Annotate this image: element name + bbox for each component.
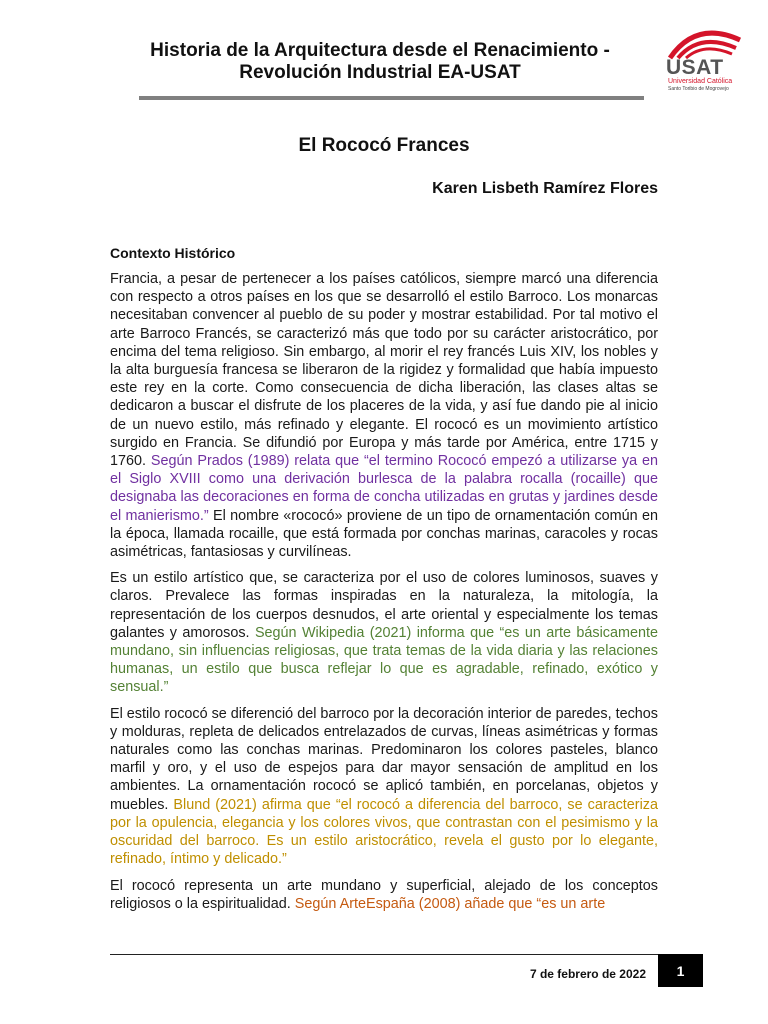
author-name: Karen Lisbeth Ramírez Flores bbox=[432, 180, 658, 197]
paragraph-3 bbox=[110, 705, 658, 869]
paragraph-2 bbox=[110, 569, 658, 696]
citation-prados: Según Prados (1989) relata que “el termino Rococó empezó a utilizarse ya en el Siglo XVIII como una derivación burlesca de la palabra rocalla (rocaille) que designaba las decoraciones en forma de concha utilizadas en grutas y jardines desde el manierismo.” bbox=[110, 453, 658, 524]
paragraph-3-text: El estilo rococó se diferenció del barroco por la decoración interior de paredes, techos y molduras, repleta de delicados entrelazados de curvas, líneas asimétricas y formas naturales como las conchas marinas. Predominaron los colores pasteles, blanco marfil y oro, y el uso de espejos para dar mayor sensación de amplitud en los ambientes. La ornamentación rococó se aplicó también, en porcelanas, objetos y muebles. bbox=[110, 705, 658, 813]
university-logo bbox=[666, 26, 742, 94]
paragraph-4-text: El rococó representa un arte mundano y superficial, alejado de los conceptos religiosos o la espiritualidad. bbox=[110, 877, 658, 912]
header-title-line-1: Historia de la Arquitectura desde el Renacimiento - bbox=[150, 40, 610, 61]
citation-wikipedia: Según Wikipedia (2021) informa que “es un arte básicamente mundano, sin influencias religiosas, que trata temas de la vida diaria y las relaciones humanas, un estilo que busca reflejar lo que es agradable, refinado, exótico y sensual.” bbox=[110, 624, 659, 696]
footer-divider bbox=[110, 954, 658, 955]
header-title-line-2: Revolución Industrial EA-USAT bbox=[239, 62, 521, 83]
citation-arteespana: Según ArteEspaña (2008) añade que “es un arte bbox=[294, 895, 606, 912]
header-title bbox=[112, 40, 648, 84]
header-divider bbox=[139, 96, 644, 100]
page-number: 1 bbox=[658, 954, 703, 987]
logo-subtitle-2: Santo Toribio de Mogrovejo bbox=[668, 86, 729, 92]
citation-blund: Blund (2021) afirma que “el rococó a diferencia del barroco, se caracteriza por la opulencia, elegancia y los colores vivos, que contrastan con el pesimismo y la oscuridad del barroco. Es un estilo aristocrático, revela el gusto por lo elegante, refinado, íntimo y delicado.” bbox=[110, 796, 658, 868]
paragraph-1 bbox=[110, 270, 658, 561]
paragraph-4 bbox=[110, 877, 658, 913]
paragraph-2-text: Es un estilo artístico que, se caracteriza por el uso de colores luminosos, suaves y claros. Prevalece las formas inspiradas en la naturaleza, la mitología, la representación de los cuerpos desnudos, el arte oriental y especialmente los temas galantes y amorosos. bbox=[110, 570, 658, 641]
logo-subtitle: Universidad Católica bbox=[668, 78, 733, 85]
section-heading: Contexto Histórico bbox=[110, 245, 236, 261]
footer-date: 7 de febrero de 2022 bbox=[529, 967, 646, 981]
paragraph-1-text: Francia, a pesar de pertenecer a los países católicos, siempre marcó una diferencia con respecto a otros países en los que se desarrolló el estilo Barroco. Los monarcas necesitaban convencer al pueblo de su poder y mostrar estabilidad. Por tal motivo el arte Barroco Francés, se caracterizó más que todo por su carácter aristocrático, por encima del tema religioso. Sin embargo, al morir el rey francés Luis XIV, los nobles y la alta burguesía francesa se liberaron de la rigidez y formalidad que había impuesto este rey en la corte. Como consecuencia de dicha liberación, las clases altas se dedicaron a buscar el disfrute de los placeres de la vida, y así fue dando pie al inicio de un nuevo estilo, más refinado y elegante. El rococó es un movimiento artístico surgido en Francia. Se difundió por Europa y más tarde por América, entre 1715 y 1760. bbox=[110, 271, 658, 470]
logo-arcs-icon bbox=[666, 26, 742, 60]
paragraph-1-tail: El nombre «rococó» proviene de un tipo de ornamentación común en la época, llamada rocaille, que está formada por conchas marinas, caracoles y rocas asimétricas, fantasiosas y curvilíneas. bbox=[110, 507, 658, 561]
body-text bbox=[110, 270, 658, 921]
logo-wordmark: USAT bbox=[666, 56, 724, 79]
document-title: El Rococó Frances bbox=[298, 135, 470, 156]
